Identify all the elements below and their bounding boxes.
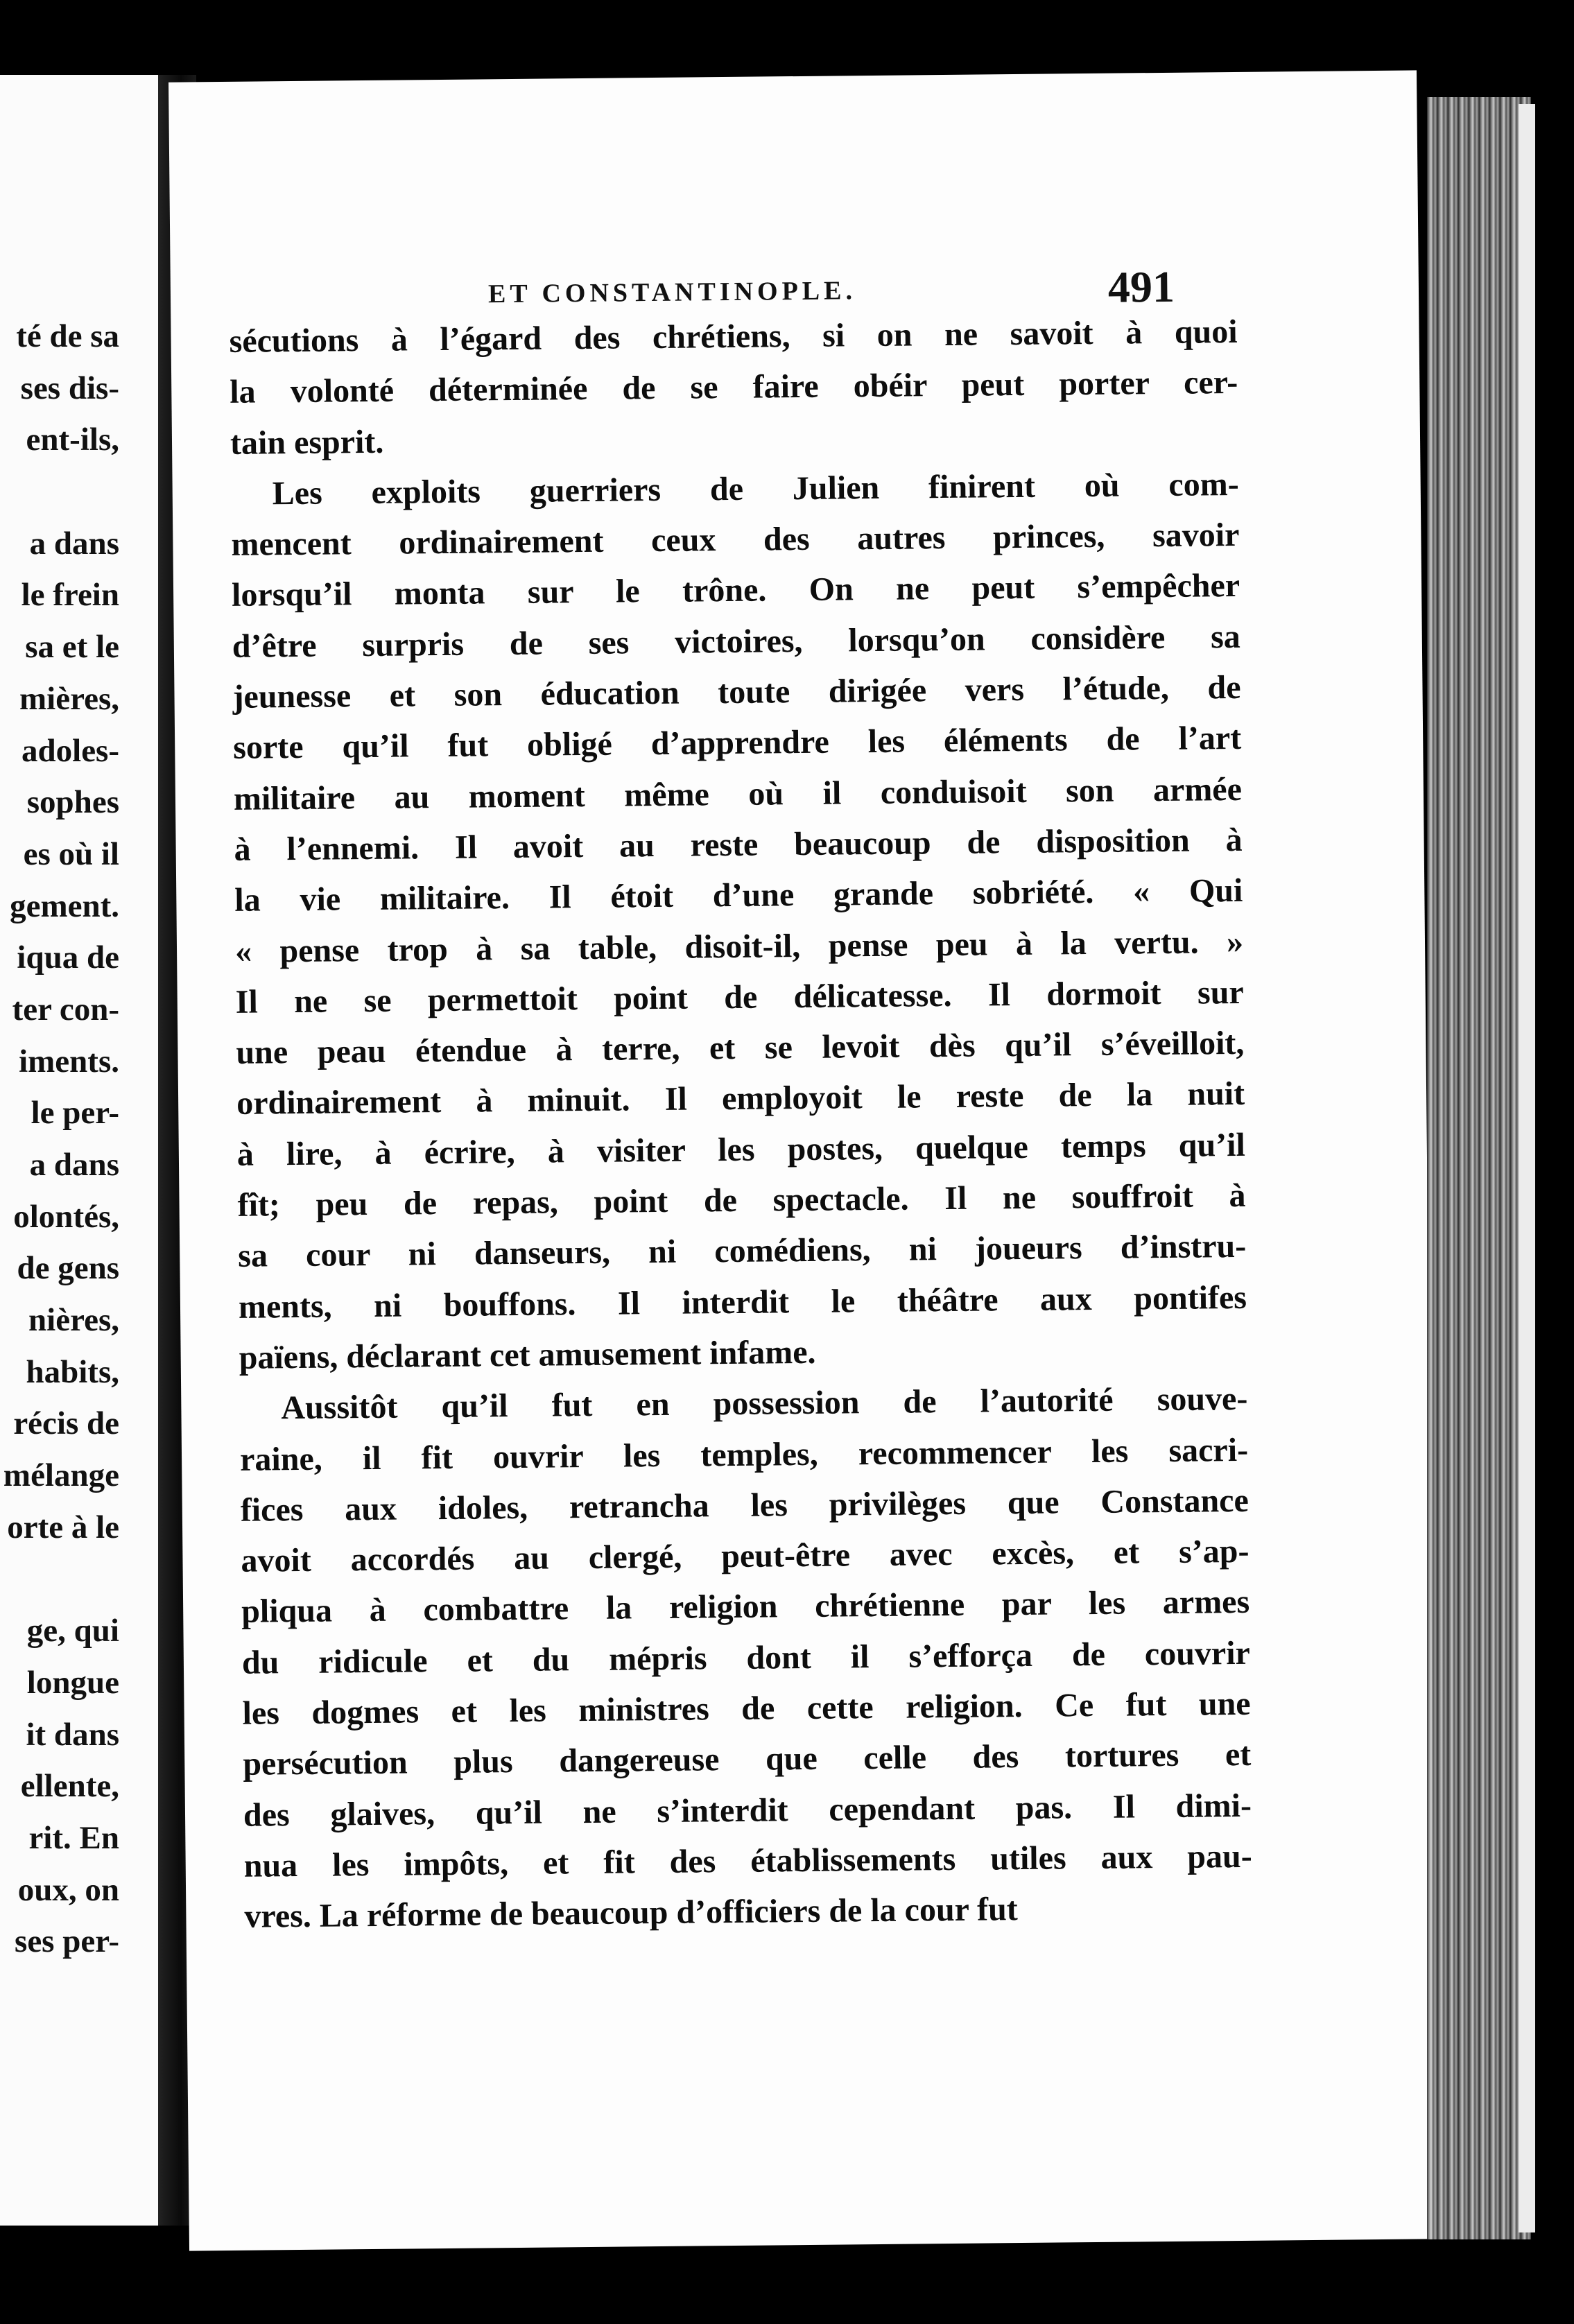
previous-page-line: ent-ils, bbox=[26, 422, 119, 458]
previous-page-line: habits, bbox=[26, 1353, 119, 1390]
previous-page-line: ellente, bbox=[20, 1768, 119, 1805]
previous-page-line: oux, on bbox=[17, 1871, 119, 1908]
text-line: pliqua à combattre la religion chrétienne par les armes bbox=[241, 1584, 1250, 1631]
previous-page-line: a dans bbox=[29, 525, 119, 562]
text-line: raine, il fit ouvrir les temples, recommencer les sacri- bbox=[239, 1431, 1249, 1478]
previous-page-line: sa et le bbox=[25, 629, 119, 666]
previous-page-line: iments. bbox=[19, 1043, 119, 1079]
previous-page-line: récis de bbox=[13, 1405, 119, 1442]
text-line: des glaives, qu’il ne s’interdit cependant pas. Il dimi- bbox=[243, 1787, 1252, 1834]
text-line: militaire au moment même où il conduisoit son armée bbox=[233, 770, 1243, 817]
text-line: sa cour ni danseurs, ni comédiens, ni joueurs d’instru- bbox=[238, 1228, 1247, 1275]
previous-page-line: mières, bbox=[19, 680, 119, 717]
text-line: du ridicule et du mépris dont il s’efforça de couvrir bbox=[241, 1634, 1251, 1681]
text-line: une peau étendue à terre, et se levoit dès qu’il s’éveilloit, bbox=[236, 1025, 1245, 1071]
text-line: tain esprit. bbox=[230, 423, 384, 462]
running-head: ET CONSTANTINOPLE. bbox=[487, 276, 857, 309]
book-page bbox=[168, 70, 1437, 2251]
previous-page-text bbox=[0, 311, 119, 1968]
previous-page-line: es où il bbox=[23, 835, 119, 872]
text-line: Il ne se permettoit point de délicatesse. Il dormoit sur bbox=[235, 973, 1244, 1021]
text-line: Aussitôt qu’il fut en possession de l’autorité souve- bbox=[281, 1380, 1248, 1427]
previous-page-line: rit. En bbox=[28, 1819, 119, 1856]
previous-page-line bbox=[0, 466, 119, 518]
text-line: la vie militaire. Il étoit d’une grande sobriété. « Qui bbox=[234, 872, 1243, 919]
previous-page-line: iqua de bbox=[17, 939, 119, 976]
text-line: ments, ni bouffons. Il interdit le théâtre aux pontifes bbox=[238, 1278, 1247, 1326]
previous-page-line: mélange bbox=[3, 1457, 119, 1494]
text-line: avoit accordés au clergé, peut-être avec excès, et s’ap- bbox=[241, 1532, 1249, 1579]
previous-page-line: longue bbox=[26, 1664, 119, 1701]
previous-page-line bbox=[0, 1554, 119, 1606]
previous-page bbox=[0, 75, 158, 2226]
previous-page-line: té de sa bbox=[16, 318, 119, 354]
page-number: 491 bbox=[1107, 261, 1175, 312]
previous-page-line: olontés, bbox=[13, 1198, 119, 1235]
text-line: jeunesse et son éducation toute dirigée vers l’étude, de bbox=[232, 668, 1241, 716]
text-line: fît; peu de repas, point de spectacle. Il ne souffroit à bbox=[237, 1177, 1246, 1224]
previous-page-line: nières, bbox=[28, 1302, 119, 1339]
page-edges bbox=[1427, 97, 1531, 2239]
text-line: fices aux idoles, retrancha les privilèges que Constance bbox=[240, 1482, 1249, 1529]
previous-page-line: ses dis- bbox=[20, 370, 119, 406]
page-edge-highlight bbox=[1519, 104, 1535, 2232]
text-line: persécution plus dangereuse que celle des tortures et bbox=[243, 1736, 1252, 1783]
text-line: la volonté déterminée de se faire obéir peut porter cer- bbox=[230, 364, 1238, 411]
text-line: sécutions à l’égard des chrétiens, si on ne savoit à quoi bbox=[229, 313, 1238, 360]
text-line: lorsqu’il monta sur le trône. On ne peut s’empêcher bbox=[231, 567, 1240, 614]
text-line: vres. La réforme de beaucoup d’officiers de la cour fut bbox=[244, 1891, 1019, 1935]
text-line: Les exploits guerriers de Julien finirent où com- bbox=[272, 465, 1239, 512]
text-line: mencent ordinairement ceux des autres princes, savoir bbox=[231, 517, 1240, 564]
text-line: nua les impôts, et fit des établissements utiles aux pau- bbox=[243, 1837, 1252, 1884]
text-line: d’être surpris de ses victoires, lorsqu’on considère sa bbox=[232, 618, 1241, 665]
previous-page-line: orte à le bbox=[7, 1509, 119, 1545]
previous-page-line: gement. bbox=[10, 887, 119, 924]
text-line: païens, déclarant cet amusement infame. bbox=[239, 1333, 816, 1376]
previous-page-line: sophes bbox=[26, 784, 119, 821]
text-line: à l’ennemi. Il avoit au reste beaucoup de disposition à bbox=[234, 821, 1243, 868]
previous-page-line: ses per- bbox=[15, 1923, 119, 1960]
previous-page-line: ge, qui bbox=[26, 1613, 119, 1649]
previous-page-line: ter con- bbox=[12, 991, 119, 1027]
previous-page-line: le per- bbox=[31, 1095, 119, 1131]
text-line: sorte qu’il fut obligé d’apprendre les éléments de l’art bbox=[232, 720, 1242, 767]
previous-page-line: de gens bbox=[17, 1250, 119, 1287]
previous-page-line: adoles- bbox=[21, 732, 119, 769]
previous-page-line: le frein bbox=[21, 577, 119, 614]
previous-page-line: it dans bbox=[26, 1716, 119, 1753]
text-line: ordinairement à minuit. Il employoit le reste de la nuit bbox=[236, 1075, 1245, 1122]
text-line: à lire, à écrire, à visiter les postes, quelque temps qu’il bbox=[236, 1126, 1246, 1173]
text-line: « pense trop à sa table, disoit-il, pense peu à la vertu. » bbox=[234, 923, 1244, 970]
previous-page-line: a dans bbox=[29, 1147, 119, 1183]
body-text bbox=[229, 306, 1252, 1942]
text-line: les dogmes et les ministres de cette religion. Ce fut une bbox=[242, 1685, 1251, 1732]
